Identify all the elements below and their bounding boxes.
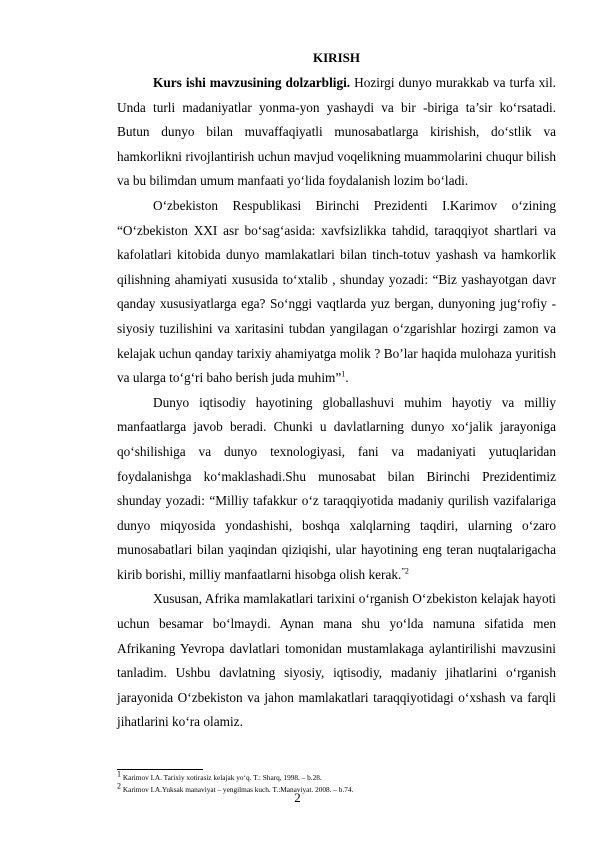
section-title: KIRISH [313, 50, 360, 65]
footnote-ref-2[interactable]: ”2 [401, 566, 409, 576]
paragraph-3 [117, 391, 556, 588]
footnote-1-number: 1 [117, 769, 121, 779]
footnote-divider [117, 769, 203, 770]
footnote-2-text: Karimov I.A.Yuksak manaviyat – yengilmas kuch. T.:Manaviyat. 2008. – b.74. [121, 785, 354, 794]
page-number: 2 [294, 790, 301, 805]
paragraph-4 [117, 587, 556, 735]
paragraph-4-text: Xususan, Afrika mamlakatlari tarixini o‘rganish O‘zbekiston kelajak hayoti uchun besamar bo‘lmaydi. Aynan mana shu yo‘lda namuna sifatida men Afrikaning Yevropa davlatlari tomonidan mustamlakaga aylantirilishi mavzusini tanladim. Ushbu davlatning siyosiy, iqtisodiy, madaniy jihatlarini o‘rganish jarayonida O‘zbekiston va jahon mamlakatlari taraqqiyotidagi o‘xshash va farqli jihatlarini ko‘ra olamiz. [117, 591, 556, 730]
document-body [117, 48, 556, 735]
paragraph-1-text: Hozirgi dunyo murakkab va turfa xil. Unda turli madaniyatlar yonma-yon yashaydi va bir -biriga ta’sir ko‘rsatadi. Butun dunyo bilan muvaffaqiyatli munosabatlarga kirishish, do‘stlik va hamkorlikni rivojlantirish uchun mavjud voqelikning muammolarini chuqur bilish va bu bilimdan umum manfaati yo‘lida foydalanish lozim bo‘ladi. [117, 75, 556, 189]
footnote-2-number: 2 [117, 781, 121, 791]
footnote-1 [117, 769, 322, 783]
paragraph-3-text: Dunyo iqtisodiy hayotining globallashuvi muhim hayotiy va milliy manfaatlarga javob beradi. Chunki u davlatlarning dunyo xo‘jalik jarayoniga qo‘shilishiga va dunyo texnologiyasi, fani va madaniyati yutuqlaridan foydalanishga ko‘maklashadi.Shu munosabat bilan Birinchi Prezidentimiz shunday yozadi: “Milliy tafakkur o‘z taraqqiyotida madaniy qurilish vazifalariga dunyo miqyosida yondashishi, boshqa xalqlarning taqdiri, ularning o‘zaro munosabatlari bilan yaqindan qiziqishi, ular hayotining eng teran nuqtalarigacha kirib borishi, milliy manfaatlarni hisobga olish kerak. [117, 394, 556, 582]
paragraph-2-text: O‘zbekiston Respublikasi Birinchi Prezidenti I.Karimov o‘zining “O‘zbekiston XXI asr bo‘sag‘asida: xavfsizlikka tahdid, taraqqiyot shartlari va kafolatlari kitobida dunyo mamlakatlari bilan tinch-totuv yashash va hamkorlik qilishning ahamiyati xususida to‘xtalib , shunday yozadi: “Biz yashayotgan davr qanday xususiyatlarga ega? So‘nggi vaqtlarda yuz bergan, dunyoning jug‘rofiy - siyosiy tuzilishini va xaritasini tubdan yangilagan o‘zgarishlar hozirgi zamon va kelajak uchun qanday tarixiy ahamiyatga molik ? Bo’lar haqida mulohaza yuritish va ularga to‘g‘ri baho berish juda muhim” [117, 197, 556, 386]
paragraph-2-end: . [345, 370, 349, 386]
paragraph-1-lead: Kurs ishi mavzusining dolzarbligi. [153, 75, 351, 90]
paragraph-2 [117, 194, 556, 391]
paragraph-1 [117, 71, 556, 194]
footnote-ref-1[interactable]: 1 [341, 369, 346, 379]
footnote-1-text: Karimov I.A. Tarixiy xotirasiz kelajak yo‘q. T.: Sharq, 1998. – b.28. [121, 773, 322, 782]
